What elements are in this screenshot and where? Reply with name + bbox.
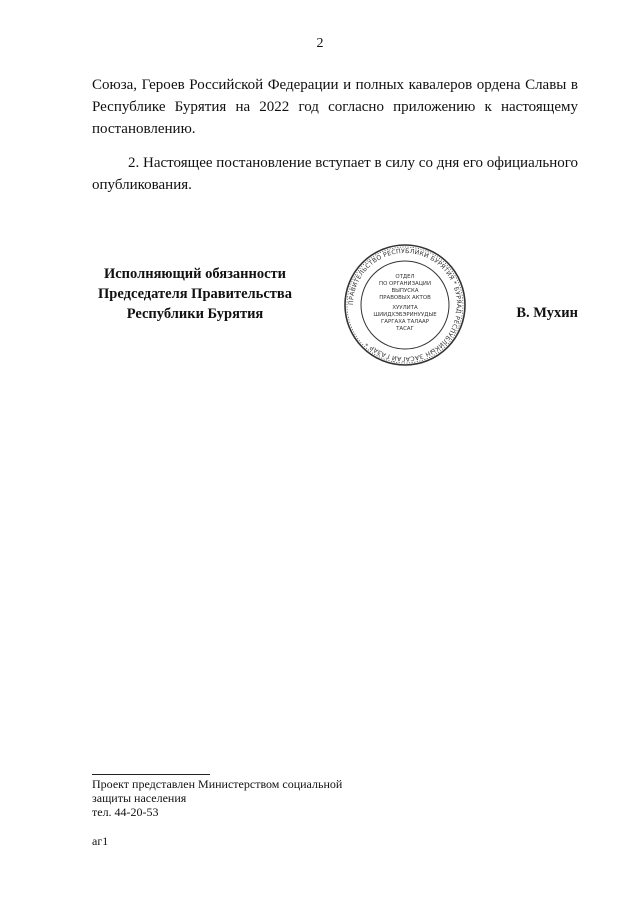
seal-line: ПО ОРГАНИЗАЦИИ [379,281,431,287]
signatory-position [80,264,310,324]
body-paragraph-1: Союза, Героев Российской Федерации и полных кавалеров ордена Славы в Республике Бурятия на 2022 год согласно приложению к настоящему постановлению. [92,77,578,137]
seal-graphic [342,242,468,368]
seal-line: ТАСАГ [396,326,414,332]
signatory-line-3: Республики Бурятия [126,306,264,322]
seal-line: ПРАВОВЫХ АКТОВ [379,295,431,301]
body-paragraph-2: 2. Настоящее постановление вступает в силу со дня его официального опубликования. [92,155,578,193]
signatory-line-2: Председателя Правительства [98,286,292,302]
seal-line: ГАРГАХА ТАЛААР [381,319,429,325]
page-number: 2 [316,36,324,51]
document-code: аг1 [92,834,109,848]
seal-line: ШИИДХЭБЭРИНУУДЫЕ [373,312,437,318]
footnote-line-2: защиты населения [92,791,187,805]
footnote-phone: тел. 44-20-53 [92,805,159,819]
footnote [92,777,392,819]
seal-line: ОТДЕЛ [395,274,415,280]
footnote-divider [92,774,210,775]
seal-line: ВЫПУСКА [391,288,419,294]
signatory-line-1: Исполняющий обязанности [103,266,287,282]
official-seal [342,242,468,368]
seal-line: ХУУЛИТА [392,305,418,311]
seal-ring-text: ПРАВИТЕЛЬСТВО РЕСПУБЛИКИ БУРЯТИЯ * БУРЯАД РЕСПУБЛИКЫН ЗАСАГАЙ ГАЗАР * [347,247,463,363]
signer-name: В. Мухин [516,305,578,321]
footnote-line-1: Проект представлен Министерством социальной [92,777,343,791]
